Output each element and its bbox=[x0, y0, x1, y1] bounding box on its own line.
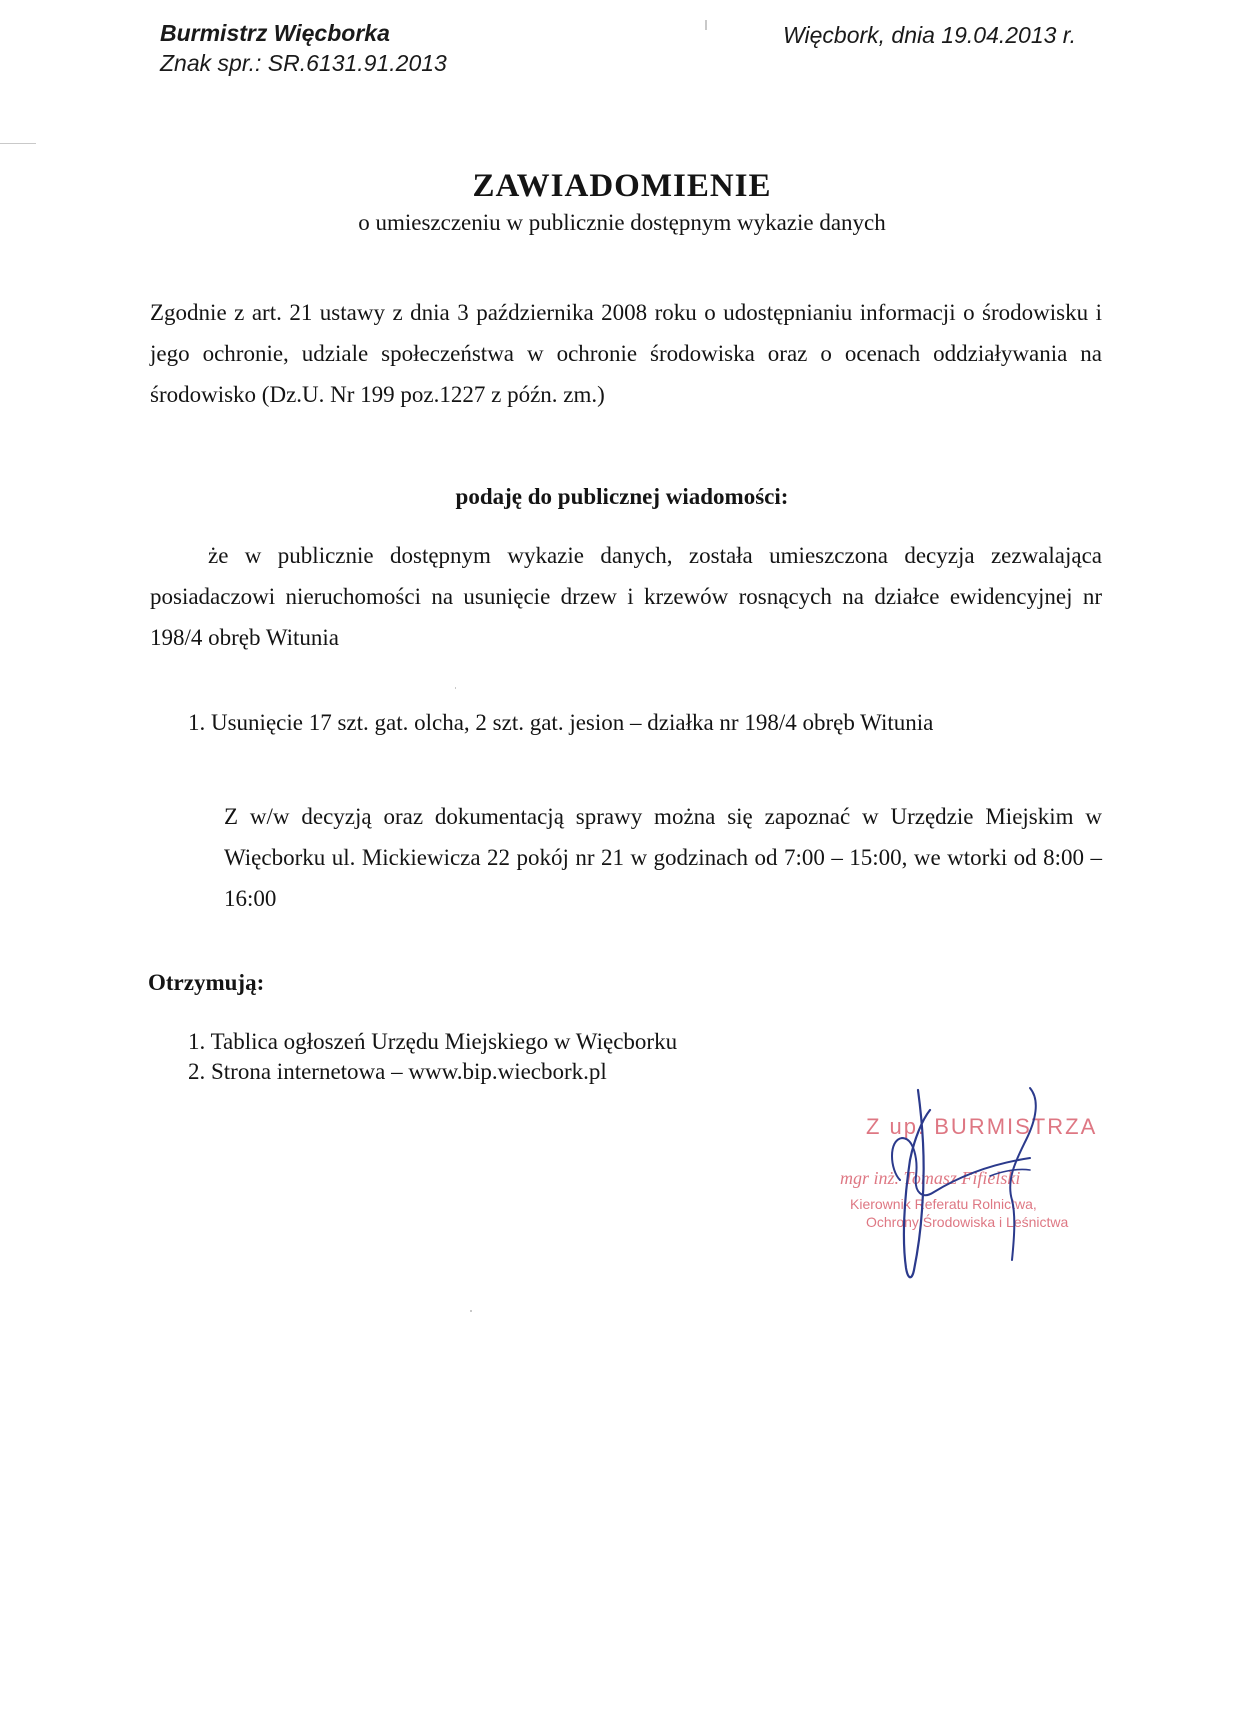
place-and-date: Więcbork, dnia 19.04.2013 r. bbox=[783, 22, 1077, 48]
official-stamp bbox=[830, 1080, 1100, 1290]
case-reference: Znak spr.: SR.6131.91.2013 bbox=[160, 50, 447, 76]
issuer-office: Burmistrz Więcborka bbox=[160, 20, 390, 46]
document-title: ZAWIADOMIENIE bbox=[472, 168, 772, 204]
stamp-line-name: mgr inż. Tomasz Fifielski bbox=[840, 1168, 1021, 1188]
stamp-line-position: Kierownik Referatu Rolnictwa, bbox=[850, 1196, 1037, 1212]
legal-basis-paragraph: Zgodnie z art. 21 ustawy z dnia 3 października 2008 roku o udostępnianiu informacji o środowisku i jego ochronie, udziale społeczeństwa w ochronie środowiska oraz o ocenach oddziaływania na środowisko (Dz.U. Nr 199 poz.1227 z późn. zm.) bbox=[150, 300, 1102, 407]
document-subtitle: o umieszczeniu w publicznie dostępnym wykazie danych bbox=[358, 210, 886, 235]
recipients-heading: Otrzymują: bbox=[148, 970, 265, 995]
decision-paragraph: że w publicznie dostępnym wykazie danych, została umieszczona decyzja zezwalająca posiadaczowi nieruchomości na usunięcie drzew i krzewów rosnących na działce ewidencyjnej nr 198/4 obręb Witunia bbox=[150, 543, 1102, 650]
list-item: 1. Usunięcie 17 szt. gat. olcha, 2 szt. gat. jesion – działka nr 198/4 obręb Witunia bbox=[188, 710, 934, 735]
stamp-line-authority: Z up. BURMISTRZA bbox=[866, 1114, 1098, 1139]
scan-speck bbox=[455, 687, 456, 689]
scan-speck bbox=[0, 143, 36, 144]
list-item: 1. Tablica ogłoszeń Urzędu Miejskiego w Więcborku bbox=[188, 1029, 678, 1054]
recipients-list bbox=[188, 1027, 677, 1087]
list-item: 2. Strona internetowa – www.bip.wiecbork.pl bbox=[188, 1059, 607, 1084]
scan-speck bbox=[705, 20, 707, 30]
scan-speck bbox=[470, 1310, 472, 1312]
handwritten-signature bbox=[830, 1080, 1100, 1290]
stamp-line-department: Ochrony Środowiska i Leśnictwa bbox=[866, 1214, 1069, 1230]
office-info-paragraph: Z w/w decyzją oraz dokumentacją sprawy można się zapoznać w Urzędzie Miejskim w Więcborku ul. Mickiewicza 22 pokój nr 21 w godzinach od 7:00 – 15:00, we wtorki od 8:00 – 16:00 bbox=[224, 804, 1102, 911]
decision-items-list bbox=[188, 710, 933, 736]
issuer-block bbox=[160, 18, 447, 78]
announcement-heading: podaję do publicznej wiadomości: bbox=[455, 484, 789, 509]
